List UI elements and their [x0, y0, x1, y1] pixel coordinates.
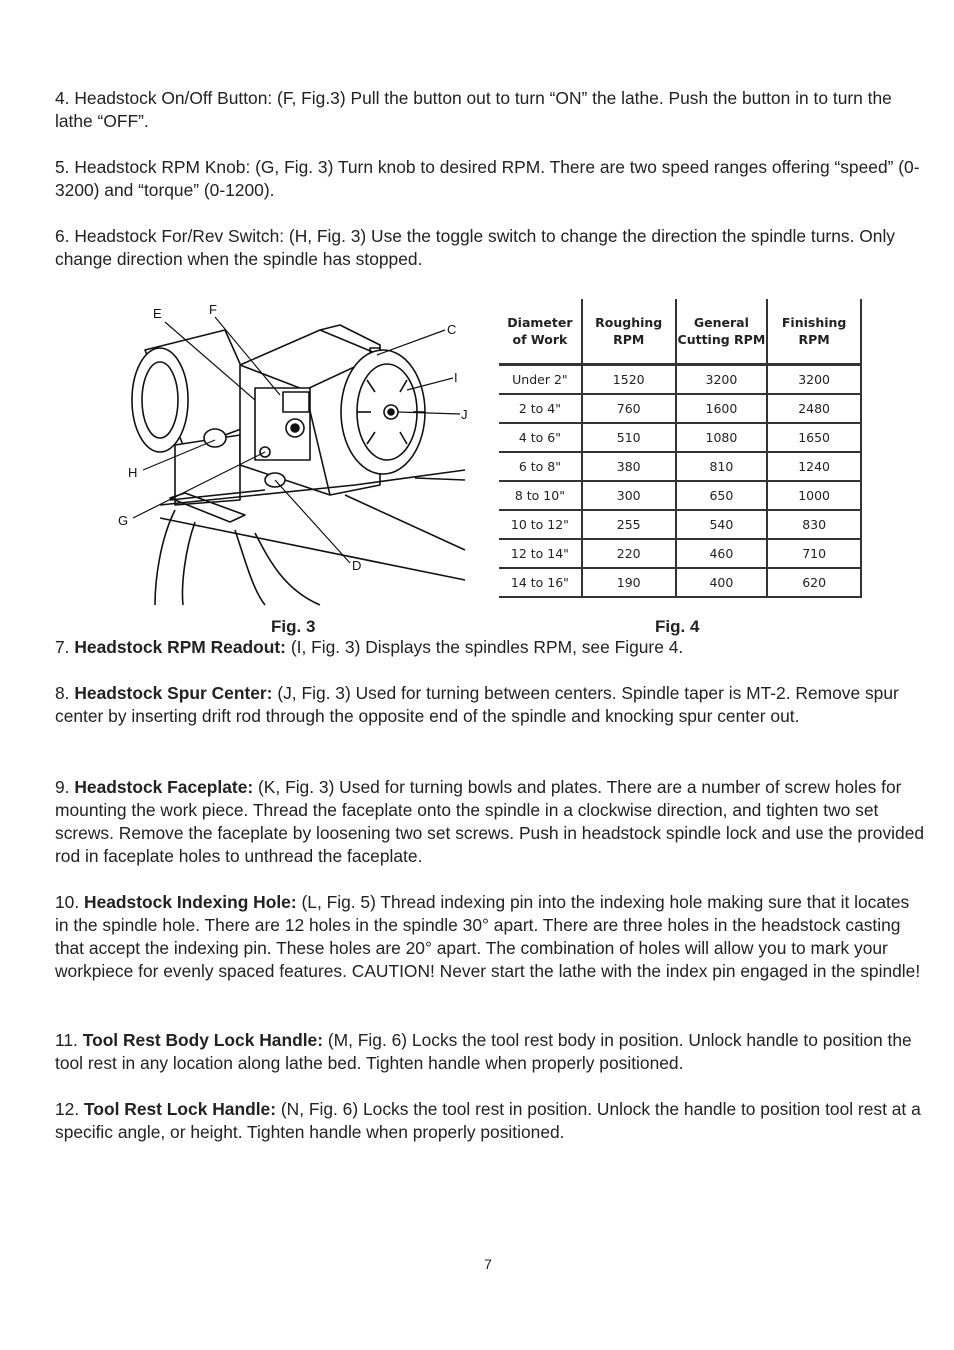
table-row [499, 539, 861, 568]
table-cell: 10 to 12" [499, 510, 582, 539]
table-cell: 8 to 10" [499, 481, 582, 510]
table-cell: 760 [582, 394, 676, 423]
table-cell: 460 [676, 539, 768, 568]
paragraph-8: 8. Headstock Spur Center: (J, Fig. 3) Used for turning between centers. Spindle taper is MT-2. Remove spur center by inserting drift rod through the opposite end of the spindle and knocking spur center out. [55, 683, 899, 726]
callout-j: J [461, 407, 468, 422]
table-cell: 650 [676, 481, 768, 510]
table-row [499, 394, 861, 423]
figure-4-rpm-table [499, 299, 862, 598]
header-finishing: Finishing RPM [767, 299, 861, 365]
callout-i: I [454, 370, 458, 385]
table-cell: 1600 [676, 394, 768, 423]
table-cell: 2480 [767, 394, 861, 423]
table-row [499, 365, 861, 395]
table-cell: 620 [767, 568, 861, 597]
table-cell: 810 [676, 452, 768, 481]
callout-d: D [352, 558, 362, 573]
table-cell: 1080 [676, 423, 768, 452]
figure-3-caption: Fig. 3 [271, 617, 316, 636]
paragraph-10: 10. Headstock Indexing Hole: (L, Fig. 5) Thread indexing pin into the indexing hole making sure that it locates in the spindle hole. There are 12 holes in the spindle 30° apart. There are three holes in the headstock casting that accept the indexing pin. These holes are 20° apart. The combination of holes will allow you to mark your workpiece for evenly spaced features. CAUTION! Never start the lathe with the index pin engaged in the spindle! [55, 892, 921, 981]
paragraph-11: 11. Tool Rest Body Lock Handle: (M, Fig. 6) Locks the tool rest body in position. Unlock handle to position the tool rest in any location along lathe bed. Tighten handle when properly positioned. [55, 1030, 912, 1073]
table-cell: 3200 [767, 365, 861, 395]
table-cell: 255 [582, 510, 676, 539]
table-cell: 14 to 16" [499, 568, 582, 597]
table-cell: 3200 [676, 365, 768, 395]
paragraph-7: 7. Headstock RPM Readout: (I, Fig. 3) Displays the spindles RPM, see Figure 4. [55, 637, 684, 657]
callout-e: E [153, 306, 162, 321]
table-cell: 4 to 6" [499, 423, 582, 452]
header-roughing: Roughing RPM [582, 299, 676, 365]
page-number: 7 [484, 1256, 492, 1272]
table-row [499, 510, 861, 539]
table-cell: 710 [767, 539, 861, 568]
table-cell: 540 [676, 510, 768, 539]
table-row [499, 568, 861, 597]
header-general: General Cutting RPM [676, 299, 768, 365]
figure-4-caption: Fig. 4 [655, 617, 700, 636]
table-cell: 1520 [582, 365, 676, 395]
callout-h: H [128, 465, 138, 480]
table-cell: 510 [582, 423, 676, 452]
header-diameter: Diameter of Work [499, 299, 582, 365]
table-cell: 12 to 14" [499, 539, 582, 568]
callout-c: C [447, 322, 457, 337]
lathe-headstock-drawing [115, 300, 475, 610]
table-cell: 400 [676, 568, 768, 597]
table-cell: 830 [767, 510, 861, 539]
table-header-row [499, 299, 861, 365]
table-cell: 6 to 8" [499, 452, 582, 481]
table-cell: 1000 [767, 481, 861, 510]
figure-3-lathe-headstock [115, 300, 475, 610]
callout-g: G [118, 513, 129, 528]
paragraph-4: 4. Headstock On/Off Button: (F, Fig.3) Pull the button out to turn “ON” the lathe. Push the button in to turn the lathe “OFF”. [55, 88, 892, 131]
table-cell: 190 [582, 568, 676, 597]
table-row [499, 452, 861, 481]
table-cell: 2 to 4" [499, 394, 582, 423]
paragraph-9: 9. Headstock Faceplate: (K, Fig. 3) Used for turning bowls and plates. There are a number of screw holes for mounting the work piece. Thread the faceplate onto the spindle in a clockwise direction, and tighten two set screws. Remove the faceplate by loosening two set screws. Push in headstock spindle lock and use the provided rod in faceplate holes to unthread the faceplate. [55, 777, 925, 866]
table-cell: 220 [582, 539, 676, 568]
paragraph-6: 6. Headstock For/Rev Switch: (H, Fig. 3) Use the toggle switch to change the direction the spindle turns. Only change direction when the spindle has stopped. [55, 226, 895, 269]
table-cell: 1650 [767, 423, 861, 452]
callout-f: F [209, 302, 217, 317]
paragraph-12: 12. Tool Rest Lock Handle: (N, Fig. 6) Locks the tool rest in position. Unlock the handle to position tool rest at a specific angle, or height. Tighten handle when properly positioned. [55, 1099, 921, 1142]
table-cell: 300 [582, 481, 676, 510]
paragraph-5: 5. Headstock RPM Knob: (G, Fig. 3) Turn knob to desired RPM. There are two speed ranges offering “speed” (0-3200) and “torque” (0-1200). [55, 157, 920, 200]
table-cell: 1240 [767, 452, 861, 481]
table-cell: 380 [582, 452, 676, 481]
table-cell: Under 2" [499, 365, 582, 395]
table-row [499, 423, 861, 452]
table-row [499, 481, 861, 510]
